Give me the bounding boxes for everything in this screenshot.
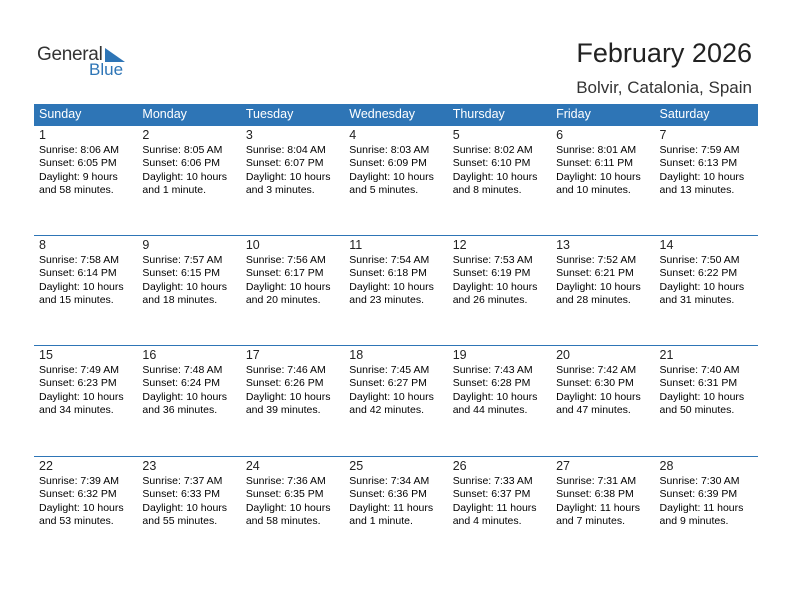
daylight-minutes-text: and 1 minute. [349, 515, 413, 528]
calendar-week-row [34, 345, 758, 435]
sunrise-text: Sunrise: 8:01 AM [556, 144, 637, 156]
sunrise-text: Sunrise: 8:04 AM [245, 144, 326, 156]
calendar-day-cell [34, 346, 137, 435]
sunrise-text: Sunrise: 7:31 AM [556, 475, 637, 487]
day-number: 24 [245, 459, 260, 473]
sunset-text: Sunset: 6:11 PM [556, 157, 633, 170]
daylight-text: Daylight: 10 hours [245, 390, 331, 403]
calendar-day-cell [241, 236, 344, 325]
sunset-text: Sunset: 6:26 PM [245, 377, 324, 390]
brand-logo [37, 44, 137, 80]
calendar-day-cell [137, 346, 240, 435]
weekday-saturday: Saturday [659, 107, 710, 121]
sunrise-text: Sunrise: 7:46 AM [245, 364, 326, 376]
day-number: 6 [556, 128, 564, 142]
logo-general-text: General [37, 44, 103, 65]
day-number: 8 [39, 238, 46, 252]
day-number: 22 [39, 459, 53, 473]
daylight-text: Daylight: 10 hours [349, 170, 434, 183]
page-title: February 2026 [576, 38, 752, 68]
day-number: 14 [659, 238, 674, 252]
daylight-text: Daylight: 10 hours [142, 170, 228, 183]
calendar-day-cell [241, 457, 344, 546]
weekday-header [34, 104, 758, 125]
sunset-text: Sunset: 6:13 PM [659, 157, 738, 170]
sunrise-text: Sunrise: 8:03 AM [349, 144, 430, 156]
daylight-text: Daylight: 10 hours [556, 170, 641, 183]
calendar-day-cell [655, 236, 758, 325]
daylight-minutes-text: and 47 minutes. [556, 404, 631, 417]
daylight-text: Daylight: 11 hours [452, 501, 537, 514]
calendar-day-cell [344, 126, 447, 215]
day-number: 9 [142, 238, 150, 252]
sunset-text: Sunset: 6:10 PM [452, 157, 531, 170]
sunrise-text: Sunrise: 7:53 AM [452, 254, 533, 266]
sunset-text: Sunset: 6:14 PM [39, 267, 117, 280]
daylight-minutes-text: and 13 minutes. [659, 184, 735, 197]
sunset-text: Sunset: 6:33 PM [142, 488, 221, 501]
daylight-minutes-text: and 18 minutes. [142, 294, 218, 307]
daylight-minutes-text: and 31 minutes. [659, 294, 735, 307]
daylight-minutes-text: and 53 minutes. [39, 515, 114, 528]
sunrise-text: Sunrise: 7:33 AM [452, 475, 533, 487]
day-number: 4 [349, 128, 357, 142]
day-number: 7 [659, 128, 667, 142]
calendar-day-cell [551, 236, 654, 325]
weekday-wednesday: Wednesday [349, 107, 416, 121]
sunrise-text: Sunrise: 7:42 AM [556, 364, 637, 376]
sunset-text: Sunset: 6:06 PM [142, 157, 221, 170]
daylight-minutes-text: and 3 minutes. [245, 184, 315, 197]
daylight-minutes-text: and 10 minutes. [556, 184, 631, 197]
sunrise-text: Sunrise: 7:37 AM [142, 475, 223, 487]
calendar-day-cell [448, 126, 551, 215]
sunrise-text: Sunrise: 7:50 AM [659, 254, 740, 266]
day-number: 15 [39, 348, 53, 362]
calendar-day-cell [137, 126, 240, 215]
calendar-day-cell [137, 457, 240, 546]
calendar-day-cell [344, 346, 447, 435]
daylight-text: Daylight: 11 hours [556, 501, 640, 514]
daylight-text: Daylight: 11 hours [349, 501, 434, 514]
daylight-text: Daylight: 10 hours [659, 280, 745, 293]
sunset-text: Sunset: 6:18 PM [349, 267, 427, 280]
daylight-minutes-text: and 8 minutes. [452, 184, 522, 197]
day-number: 26 [452, 459, 467, 473]
sunset-text: Sunset: 6:35 PM [245, 488, 324, 501]
daylight-minutes-text: and 5 minutes. [349, 184, 419, 197]
daylight-minutes-text: and 15 minutes. [39, 294, 114, 307]
day-number: 11 [349, 238, 363, 252]
daylight-minutes-text: and 7 minutes. [556, 515, 625, 528]
calendar-day-cell [137, 236, 240, 325]
sunset-text: Sunset: 6:15 PM [142, 267, 221, 280]
sunset-text: Sunset: 6:32 PM [39, 488, 117, 501]
daylight-text: Daylight: 10 hours [245, 280, 331, 293]
daylight-text: Daylight: 10 hours [556, 390, 641, 403]
daylight-minutes-text: and 36 minutes. [142, 404, 218, 417]
weekday-friday: Friday [556, 107, 591, 121]
daylight-minutes-text: and 58 minutes. [245, 515, 321, 528]
sunset-text: Sunset: 6:21 PM [556, 267, 634, 280]
day-number: 17 [245, 348, 260, 362]
daylight-minutes-text: and 23 minutes. [349, 294, 424, 307]
location-label: Bolvir, Catalonia, Spain [576, 78, 752, 97]
daylight-text: Daylight: 10 hours [39, 390, 124, 403]
daylight-text: Daylight: 10 hours [452, 170, 538, 183]
daylight-text: Daylight: 10 hours [245, 170, 331, 183]
calendar-day-cell [448, 236, 551, 325]
sunset-text: Sunset: 6:31 PM [659, 377, 738, 390]
sunrise-text: Sunrise: 7:30 AM [659, 475, 740, 487]
weekday-monday: Monday [142, 107, 187, 121]
sunrise-text: Sunrise: 7:39 AM [39, 475, 119, 487]
sunrise-text: Sunrise: 8:05 AM [142, 144, 223, 156]
daylight-minutes-text: and 26 minutes. [452, 294, 528, 307]
sunrise-text: Sunrise: 7:40 AM [659, 364, 740, 376]
daylight-text: Daylight: 10 hours [556, 280, 641, 293]
day-number: 5 [452, 128, 460, 142]
daylight-text: Daylight: 10 hours [349, 390, 434, 403]
daylight-minutes-text: and 44 minutes. [452, 404, 528, 417]
daylight-text: Daylight: 10 hours [659, 390, 745, 403]
sunrise-text: Sunrise: 7:58 AM [39, 254, 119, 266]
daylight-text: Daylight: 10 hours [39, 280, 124, 293]
calendar-day-cell [241, 346, 344, 435]
calendar-day-cell [34, 236, 137, 325]
daylight-text: Daylight: 10 hours [39, 501, 124, 514]
sunrise-text: Sunrise: 7:45 AM [349, 364, 430, 376]
day-number: 25 [349, 459, 364, 473]
daylight-text: Daylight: 10 hours [349, 280, 434, 293]
sunset-text: Sunset: 6:28 PM [452, 377, 531, 390]
day-number: 23 [142, 459, 157, 473]
sunrise-text: Sunrise: 7:54 AM [349, 254, 430, 266]
calendar-day-cell [344, 457, 447, 546]
daylight-minutes-text: and 20 minutes. [245, 294, 321, 307]
calendar-day-cell [34, 457, 137, 546]
calendar-day-cell [551, 126, 654, 215]
daylight-text: Daylight: 10 hours [142, 501, 228, 514]
daylight-text: Daylight: 10 hours [142, 280, 228, 293]
calendar-day-cell [655, 126, 758, 215]
calendar-day-cell [344, 236, 447, 325]
sunrise-text: Sunrise: 7:43 AM [452, 364, 533, 376]
day-number: 28 [659, 459, 674, 473]
logo-blue-text: Blue [89, 60, 124, 79]
sunrise-text: Sunrise: 7:57 AM [142, 254, 223, 266]
daylight-minutes-text: and 39 minutes. [245, 404, 321, 417]
sunset-text: Sunset: 6:22 PM [659, 267, 738, 280]
day-number: 10 [245, 238, 260, 252]
daylight-minutes-text: and 55 minutes. [142, 515, 218, 528]
sunrise-text: Sunrise: 7:48 AM [142, 364, 223, 376]
calendar-day-cell [655, 457, 758, 546]
daylight-text: Daylight: 10 hours [452, 390, 538, 403]
calendar-day-cell [448, 457, 551, 546]
sunset-text: Sunset: 6:09 PM [349, 157, 427, 170]
sunset-text: Sunset: 6:07 PM [245, 157, 324, 170]
daylight-text: Daylight: 10 hours [245, 501, 331, 514]
daylight-minutes-text: and 28 minutes. [556, 294, 631, 307]
daylight-text: Daylight: 10 hours [142, 390, 228, 403]
calendar-week-row [34, 235, 758, 325]
daylight-minutes-text: and 9 minutes. [659, 515, 729, 528]
daylight-minutes-text: and 58 minutes. [39, 184, 114, 197]
daylight-minutes-text: and 50 minutes. [659, 404, 735, 417]
calendar-week-row [34, 125, 758, 215]
sunset-text: Sunset: 6:36 PM [349, 488, 427, 501]
day-number: 3 [245, 128, 253, 142]
sunrise-text: Sunrise: 7:52 AM [556, 254, 637, 266]
day-number: 19 [452, 348, 467, 362]
sunset-text: Sunset: 6:30 PM [556, 377, 634, 390]
daylight-minutes-text: and 34 minutes. [39, 404, 114, 417]
daylight-minutes-text: and 4 minutes. [452, 515, 522, 528]
day-number: 13 [556, 238, 571, 252]
sunrise-text: Sunrise: 8:06 AM [39, 144, 119, 156]
sunrise-text: Sunrise: 7:49 AM [39, 364, 119, 376]
sunset-text: Sunset: 6:24 PM [142, 377, 221, 390]
calendar-week-row [34, 456, 758, 546]
day-number: 1 [39, 128, 46, 142]
day-number: 27 [556, 459, 571, 473]
sunset-text: Sunset: 6:05 PM [39, 157, 117, 170]
sunset-text: Sunset: 6:23 PM [39, 377, 117, 390]
daylight-text: Daylight: 10 hours [452, 280, 538, 293]
day-number: 2 [142, 128, 150, 142]
sunrise-text: Sunrise: 7:34 AM [349, 475, 430, 487]
daylight-minutes-text: and 1 minute. [142, 184, 207, 197]
day-number: 18 [349, 348, 364, 362]
sunset-text: Sunset: 6:17 PM [245, 267, 324, 280]
daylight-text: Daylight: 11 hours [659, 501, 744, 514]
calendar-day-cell [448, 346, 551, 435]
day-number: 20 [556, 348, 571, 362]
day-number: 12 [452, 238, 467, 252]
weekday-tuesday: Tuesday [245, 107, 294, 121]
calendar-day-cell [34, 126, 137, 215]
sunrise-text: Sunrise: 7:59 AM [659, 144, 740, 156]
daylight-text: Daylight: 9 hours [39, 170, 118, 183]
calendar-day-cell [551, 346, 654, 435]
sunset-text: Sunset: 6:27 PM [349, 377, 427, 390]
calendar-day-cell [241, 126, 344, 215]
sunrise-text: Sunrise: 7:36 AM [245, 475, 326, 487]
sunset-text: Sunset: 6:39 PM [659, 488, 738, 501]
weekday-thursday: Thursday [452, 107, 505, 121]
calendar-day-cell [655, 346, 758, 435]
sunset-text: Sunset: 6:19 PM [452, 267, 531, 280]
day-number: 16 [142, 348, 157, 362]
sunrise-text: Sunrise: 8:02 AM [452, 144, 533, 156]
day-number: 21 [659, 348, 674, 362]
daylight-text: Daylight: 10 hours [659, 170, 745, 183]
sunset-text: Sunset: 6:38 PM [556, 488, 634, 501]
daylight-minutes-text: and 42 minutes. [349, 404, 424, 417]
weekday-sunday: Sunday [39, 107, 82, 121]
calendar-day-cell [551, 457, 654, 546]
sunset-text: Sunset: 6:37 PM [452, 488, 531, 501]
sunrise-text: Sunrise: 7:56 AM [245, 254, 326, 266]
